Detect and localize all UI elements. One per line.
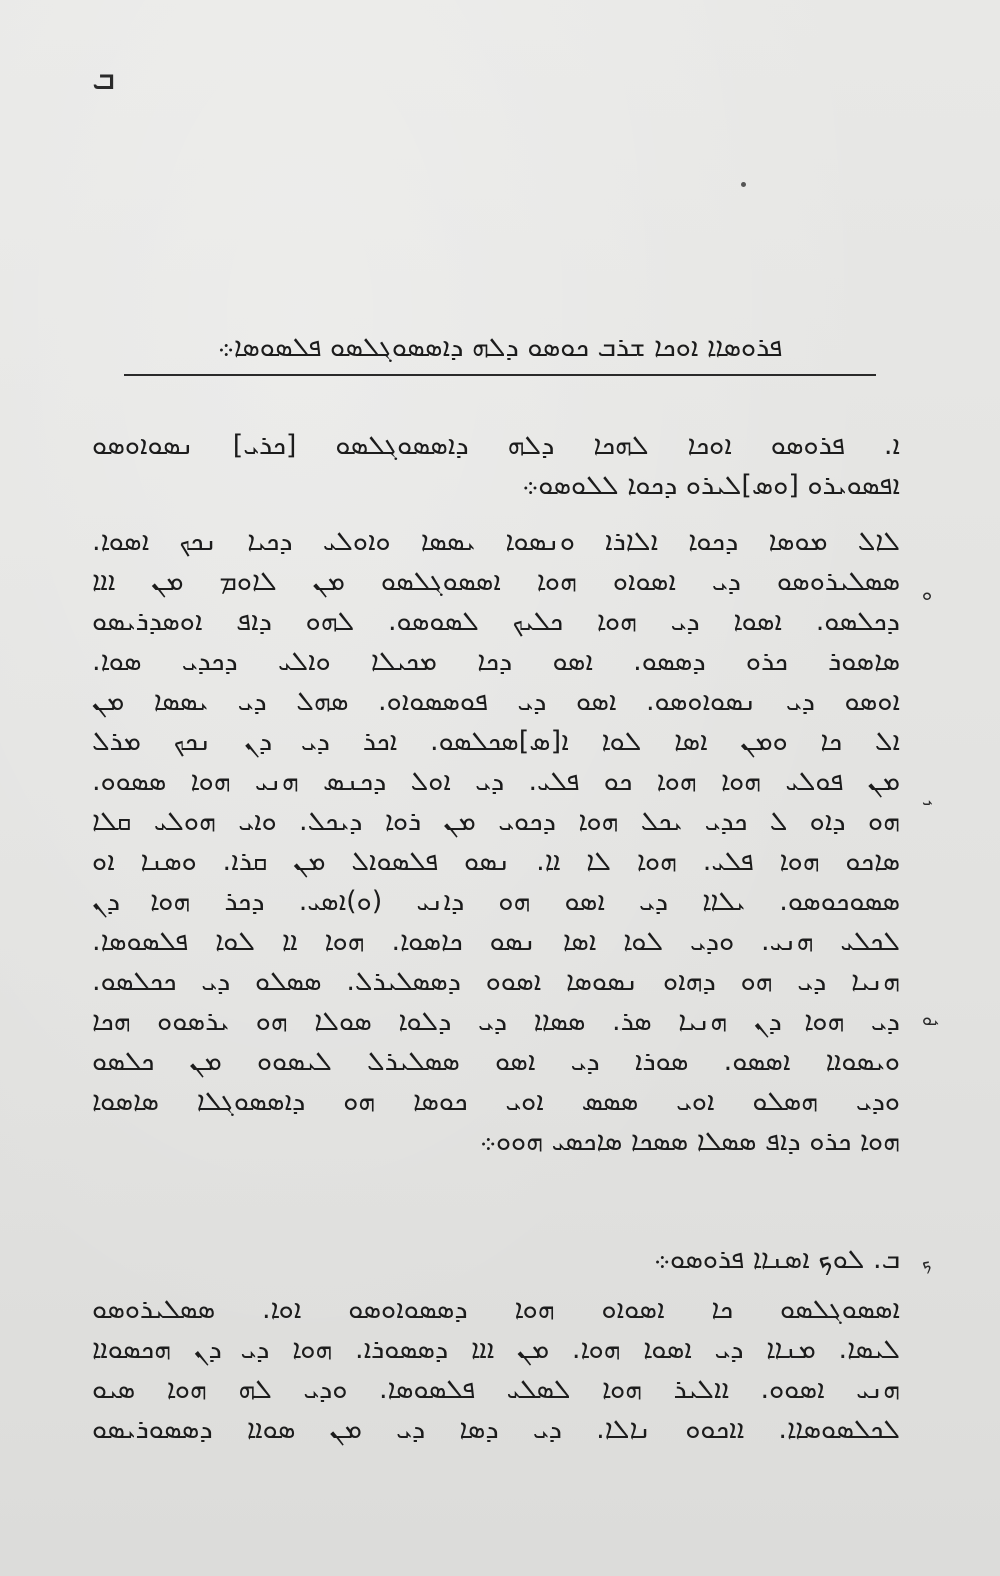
text-line: ܣܐܟܘ ܗܘܐ ܦܠܝ. ܗܘܐ ܠܐ ܐܐ. ܢܣܘ ܦܠܣܘܐܠ ܡܢ ܩܪܐ. ܘܣܢܐ ܐܘ xyxy=(92,846,900,877)
paragraph-2 xyxy=(92,522,900,1162)
text-line: ܣܐܣܘܪ ܟܪܘ ܕܣܣܘ. ܐܣܘ ܕܟܐ ܡܟܝܠܐ ܘܐܠܝ ܕܟܕܝ ܣܘܐ. xyxy=(92,646,900,677)
text-line: ܕܟܠܣܘ. ܐܣܘܐ ܕܝ ܗܘܐ ܟܠܝܟ ܠܣܘܣܘ. ܠܗܘ ܕܐܦ ܐܘܣܕܪܝܣܘ xyxy=(92,606,900,637)
section-heading: ܦܪܘܣܐܐ ܐܘܟܐ ܫܪܒ ܟܘܣܘ ܕܠܗ ܕܐܣܣܘܓܠܣܘ ܦܠܣܘܣܐ܀ xyxy=(217,332,783,363)
text-line: ܗܘ ܕܐܘ ܠ ܟܕܝ ܝܟܠ ܗܘܐ ܕܟܘܝ ܡܢ ܪܘܐ ܕܝܟܠ. ܘܐܝ ܗܘܠܝ ܩܠܐ xyxy=(92,806,900,837)
ink-speck xyxy=(741,182,746,187)
subsection-heading: ܒ. ܠܘܟ ܐܣܢܐܐ ܦܪܘܣܘ܀ xyxy=(653,1244,900,1275)
text-line: ܐܠ ܟܐ ܘܡܢ ܐܣܐ ܠܘܐ ܐ[ܣ]ܣܟܠܣܘ. ܐܟܪ ܕܝ ܕܢ ܢܟܟ ܡܪܠ xyxy=(92,726,900,757)
paragraph-1 xyxy=(92,426,900,506)
line-number: ܝܘ xyxy=(922,1009,940,1030)
line-number: ܟ xyxy=(922,1253,932,1274)
text-line: ܠܝܣܐ. ܡܢܐܐ ܕܝ ܐܣܘܐ ܗܘܐ. ܡܢ ܐܐܐ ܕܣܣܘܪܐ. ܗܘܐ ܕܝ ܕܢ ܗܟܣܘܐܐ xyxy=(92,1334,900,1365)
text-line: ܠܐܠ ܡܘܣܐ ܕܟܘܐ ܐܠܐܪܐ ܘܢܣܘܐ ܝܣܣܐ ܘܐܘܠܝ ܕܟܝܐ ܢܟܟ ܐܣܘܐ. xyxy=(92,526,900,557)
text-line: ܗܢܝܐ ܕܝ ܗܘ ܕܗܐܘ ܢܣܘܣܐ ܐܣܘܘ ܕܣܣܠܝܪܠ. ܣܣܠܘ ܕܝ ܟܟܠܣܘ. xyxy=(92,966,900,997)
page-letter: ܒ xyxy=(92,58,116,98)
text-line: ܠܟܠܣܘܣܐܐ. ܐܐܟܘܘ ܢܐܠܐ. ܕܝ ܕܣܐ ܕܝ ܡܢ ܣܘܐܐ ܕܣܣܘܪܝܣܘ xyxy=(92,1414,900,1445)
text-line: ܐܦܣܘܝܪܘ [ܘܣ]ܠܝܪܘ ܕܟܘܐ ܠܠܘܣܘ܀ xyxy=(522,470,900,501)
line-number: ܝ xyxy=(922,789,933,810)
line-number: ܘ xyxy=(922,584,933,605)
text-line: ܣܣܠܝܪܘܣܘ ܕܝ ܐܣܘܐܘ ܗܘܐ ܐܣܣܘܓܠܣܘ ܡܢ ܠܐܘܡ ܡܢ ܐܐܐ xyxy=(92,566,900,597)
paragraph-3 xyxy=(92,1290,900,1450)
text-line: ܗܢܝ ܐܣܘܘ. ܐܐܠܝܪ ܗܘܐ ܠܣܠܝ ܦܠܣܘܣܐ. ܘܕܝ ܠܗ ܗܘܐ ܣܝܘ xyxy=(92,1374,900,1405)
heading-rule xyxy=(124,374,876,376)
text-line: ܘܝܣܘܐܐ ܐܣܣܘ. ܣܘܪܐ ܕܝ ܐܣܘ ܣܣܠܝܪܠ ܠܝܣܘܘ ܡܢ ܟܠܣܘ xyxy=(92,1046,900,1077)
text-line: ܐܣܣܘܓܠܣܘ ܟܐ ܐܣܘܐܘ ܗܘܐ ܕܣܣܘܐܘܣܘ ܐܘܐ. ܣܣܠܝܪܘܣܘ xyxy=(92,1294,900,1325)
text-line: ܣܣܘܟܘܣܘ. ܝܠܐܐ ܕܝ ܐܣܘ ܗܘ ܕܐܢܝ (ܘ)ܐܣܝ. ܕܟܪ ܗܘܐ ܕܢ xyxy=(92,886,900,917)
text-line: ܘܕܝ ܗܣܠܘ ܐܘܝ ܣܣܣ ܐܘܝ ܟܘܣܐ ܗܘ ܕܐܣܣܘܓܠܐ ܣܐܣܘܐ xyxy=(92,1086,900,1117)
text-line: ܠܟܠܝ ܗܢܝ. ܘܕܝ ܠܘܐ ܐܣܐ ܢܣܘ ܟܐܣܘܐ. ܗܘܐ ܐܐ ܠܘܐ ܦܠܣܘܣܐ. xyxy=(92,926,900,957)
text-line: ܗܘܐ ܟܪܘ ܕܐܦ ܣܣܠܐ ܣܣܟܐ ܣܐܟܣܝ ܗܘܘ܀ xyxy=(479,1126,900,1157)
text-line: ܡܢ ܦܘܠܝ ܗܘܐ ܗܘܐ ܟܘ ܦܠܝ. ܕܝ ܐܘܠ ܕܟܢܣ ܗܢܝ ܗܘܐ ܣܣܘܘ. xyxy=(92,766,900,797)
text-line: ܐ. ܦܪܘܣܘ ܐܘܟܐ ܠܗܟܐ ܕܠܗ ܕܐܣܣܘܓܠܣܘ [ܟܪܝ] ܢܣܘܐܘܣܘ xyxy=(92,430,900,461)
text-line: ܕܝ ܗܘܐ ܕܢ ܗܢܝܐ ܣܪ. ܣܣܐܐ ܕܝ ܕܠܘܐ ܣܘܠܐ ܗܘ ܝܪܣܘܘ ܗܟܐ xyxy=(92,1006,900,1037)
text-line: ܐܘܣܘ ܕܝ ܢܣܘܐܘܣܘ. ܐܣܘ ܕܝ ܦܘܣܣܘܐܘ. ܣܗܠ ܕܝ ܝܣܣܐ ܡܢ xyxy=(92,686,900,717)
